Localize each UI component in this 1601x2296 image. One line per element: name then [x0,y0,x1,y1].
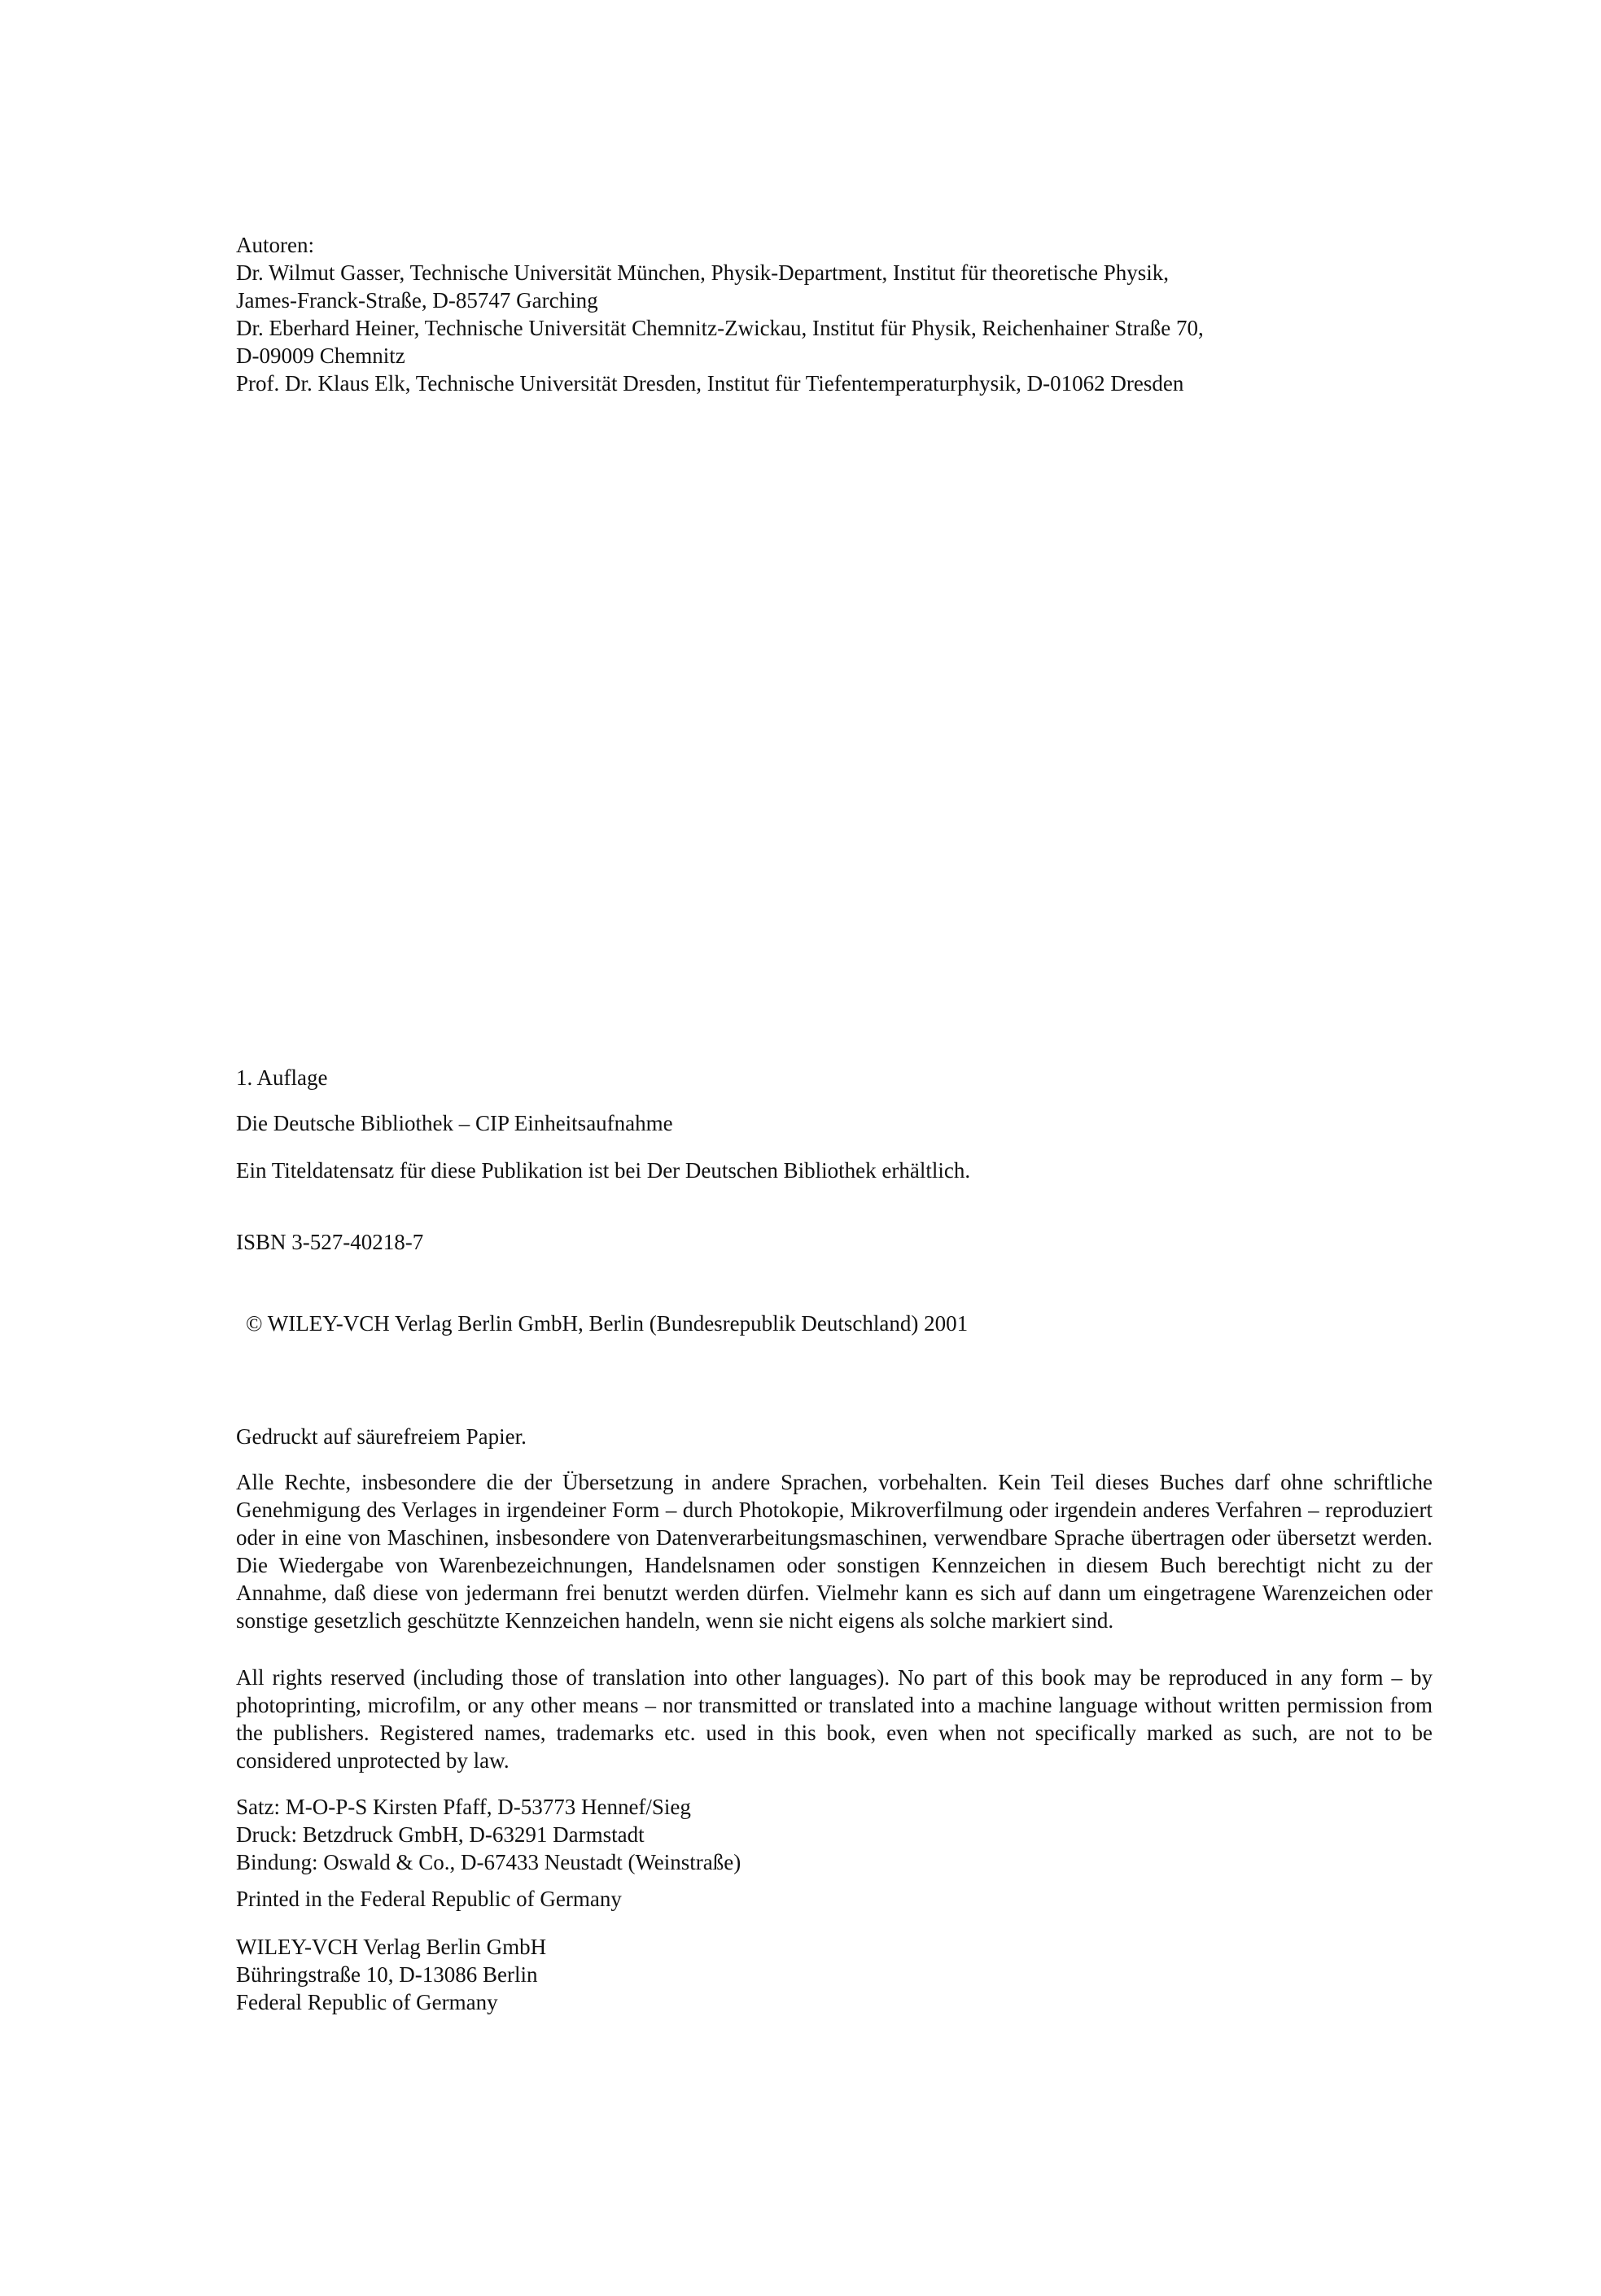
publisher-name: WILEY-VCH Verlag Berlin GmbH [236,1935,547,1959]
binding-credit: Bindung: Oswald & Co., D-67433 Neustadt (Weinstraße) [236,1850,741,1874]
publisher-country: Federal Republic of Germany [236,1990,498,2014]
production-credits [236,1793,1441,1876]
paper-note [236,1423,1441,1450]
author-line: Prof. Dr. Klaus Elk, Technische Universität Dresden, Institut für Tiefentemperaturphysik, D-01062 Dresden [236,371,1184,396]
cip-note [236,1157,1441,1184]
cip-note-text: Ein Titeldatensatz für diese Publikation ist bei Der Deutschen Bibliothek erhältlich. [236,1158,971,1183]
rights-german-paragraph: Alle Rechte, insbesondere die der Übersetzung in andere Sprachen, vorbehalten. Kein Teil dieses Buches darf ohne schriftliche Genehmigung des Verlages in irgendeiner Form – durch Photokopie, Mikroverfilmung oder irgendein anderes Verfahren – reproduziert oder in eine von Maschinen, insbesondere von Datenverarbeitungsmaschinen, verwendbare Sprache übertragen oder übersetzt werden. Die Wiedergabe von Warenbezeichnungen, Handelsnamen oder sonstigen Kennzeichen in diesem Buch berechtigt nicht zu der Annahme, daß diese von jedermann frei benutzt werden dürfen. Vielmehr kann es sich auf dann um eingetragene Warenzeichen oder sonstige gesetzlich geschützte Kennzeichen handeln, wenn sie nicht eigens als solche markiert sind. [236,1470,1433,1633]
printing-credit: Druck: Betzdruck GmbH, D-63291 Darmstadt [236,1822,645,1847]
authors-block [236,231,1441,397]
cip-title-text: Die Deutsche Bibliothek – CIP Einheitsaufnahme [236,1111,673,1135]
edition-note [236,1064,1441,1091]
author-line: D-09009 Chemnitz [236,343,405,368]
publisher-address [236,1933,1441,2016]
printed-in-text: Printed in the Federal Republic of Germany [236,1887,622,1911]
authors-heading: Autoren: [236,233,314,257]
rights-english-paragraph: All rights reserved (including those of translation into other languages). No part of this book may be reproduced in any form – by photoprinting, microfilm, or any other means – nor transmitted or translated into a machine language without written permission from the publishers. Registered names, trademarks etc. used in this book, even when not specifically marked as such, are not to be considered unprotected by law. [236,1665,1433,1773]
author-line: Dr. Eberhard Heiner, Technische Universität Chemnitz-Zwickau, Institut für Physik, Reichenhainer Straße 70, [236,316,1204,340]
author-line: Dr. Wilmut Gasser, Technische Universität München, Physik-Department, Institut für theoretische Physik, [236,260,1169,285]
copyright-notice [246,1310,1450,1337]
copyright-text: © WILEY-VCH Verlag Berlin GmbH, Berlin (Bundesrepublik Deutschland) 2001 [246,1311,969,1336]
cip-title [236,1109,1441,1137]
isbn-text: ISBN 3-527-40218-7 [236,1230,424,1254]
printed-in-note [236,1885,1441,1913]
paper-text: Gedruckt auf säurefreiem Papier. [236,1424,527,1449]
author-line: James-Franck-Straße, D-85747 Garching [236,288,598,313]
typesetting-credit: Satz: M-O-P-S Kirsten Pfaff, D-53773 Hennef/Sieg [236,1795,691,1819]
publisher-street: Bühringstraße 10, D-13086 Berlin [236,1962,538,1987]
isbn [236,1228,1441,1256]
edition-text: 1. Auflage [236,1065,328,1090]
